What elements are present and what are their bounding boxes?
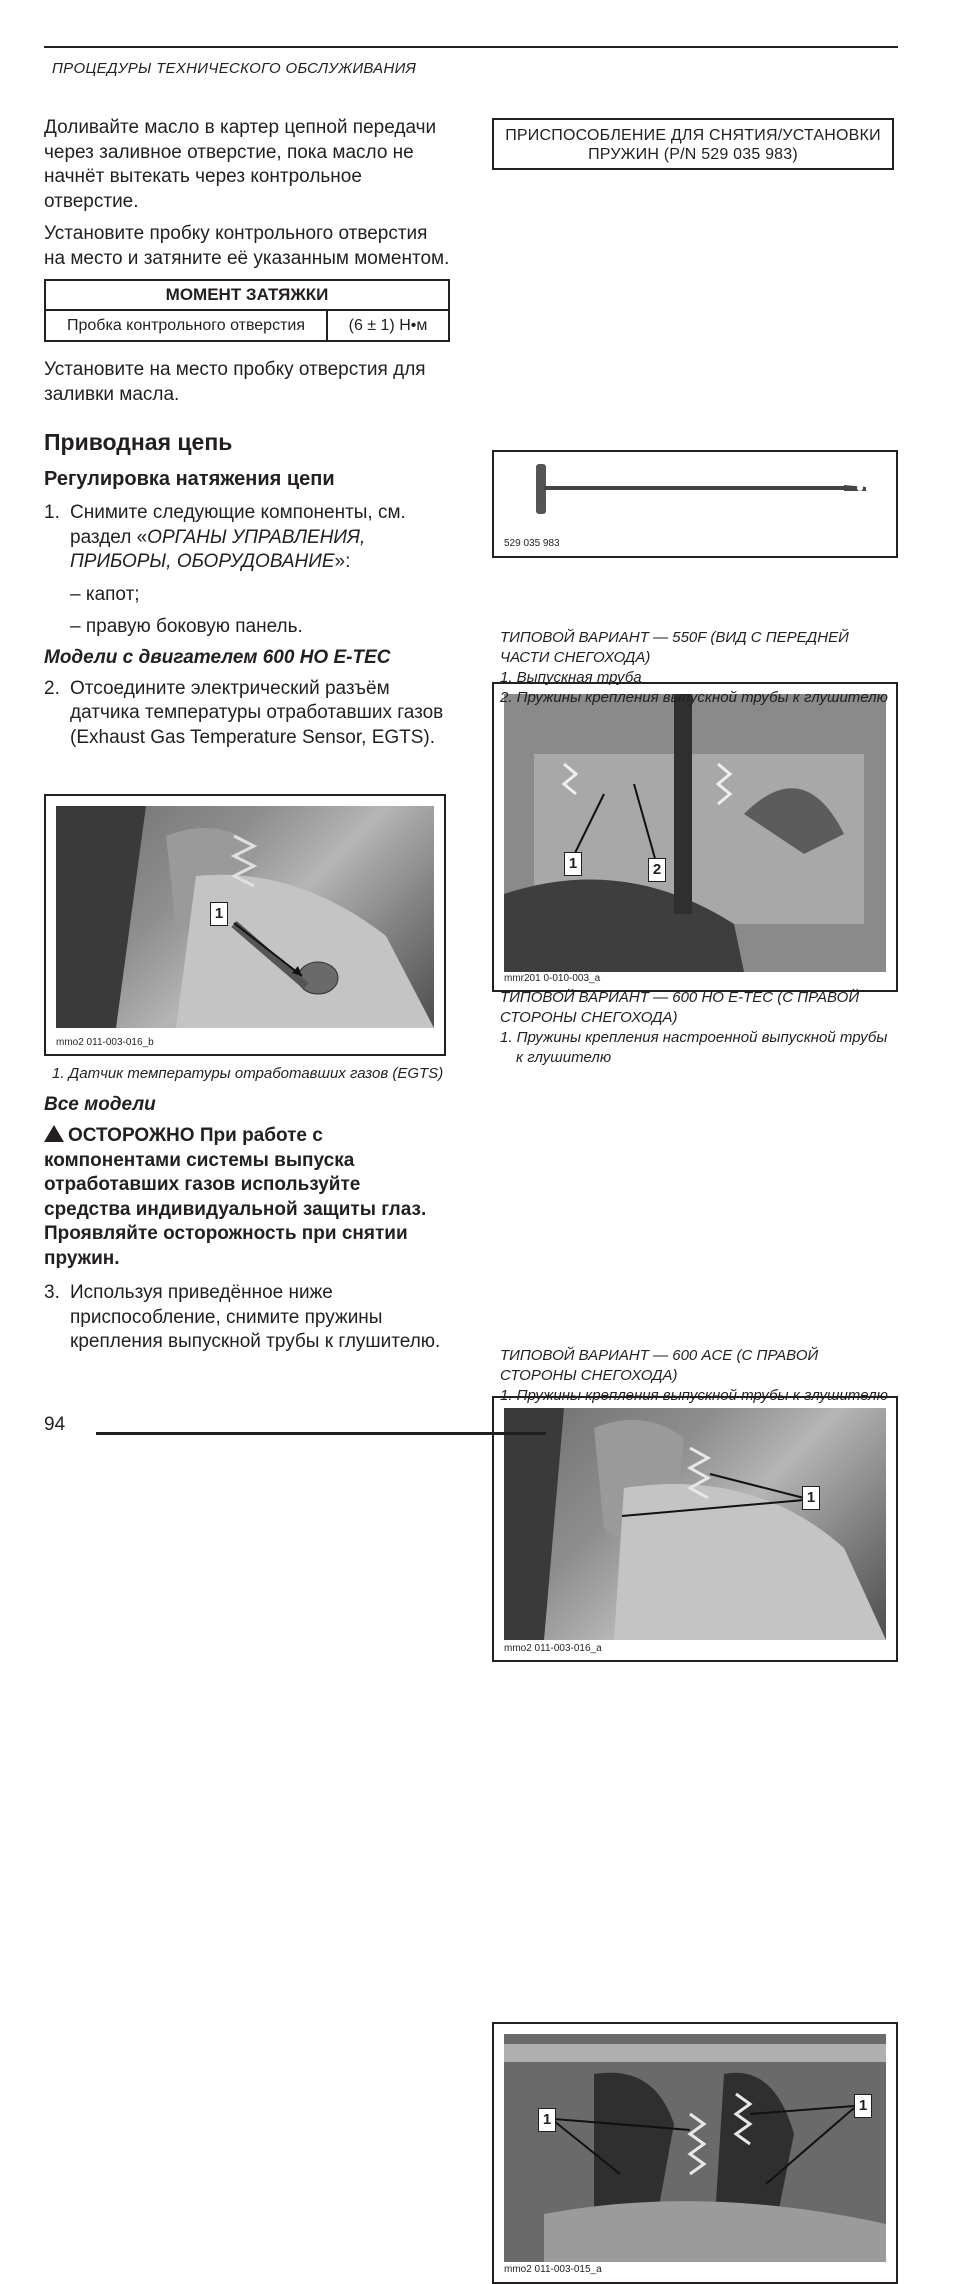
torque-table-header: МОМЕНТ ЗАТЯЖКИ: [45, 280, 449, 310]
caption-title: ТИПОВОЙ ВАРИАНТ — 600 HO E-TEC (С ПРАВОЙ СТОРОНЫ СНЕГОХОДА): [500, 989, 860, 1026]
caption-600ace: [500, 1346, 892, 1406]
figure-code: 529 035 983: [504, 538, 560, 549]
heading-chain-tension: Регулировка натяжения цепи: [44, 468, 335, 490]
paragraph-install-plug: Установите пробку контрольного отверстия на место и затяните её указанным моментом.: [44, 223, 450, 269]
caption-egts: 1. Датчик температуры отработавших газов (EGTS): [52, 1065, 444, 1082]
heading-all-models: Все модели: [44, 1094, 156, 1115]
warning-label: ОСТОРОЖНО: [68, 1125, 195, 1146]
bottom-rule: [96, 1432, 546, 1435]
torque-table-item: Пробка контрольного отверстия: [45, 310, 327, 341]
figure-code: mmr201 0-010-003_a: [504, 973, 601, 984]
figure-600ho: [492, 1396, 898, 1662]
step-2-number: 2.: [44, 677, 60, 699]
step-3: [44, 1281, 452, 1355]
figure-code: mmo2 011-003-015_a: [504, 2264, 602, 2275]
warning-block: [44, 1124, 452, 1271]
paragraph-fill-oil: Доливайте масло в картер цепной передачи через заливное отверстие, пока масло не начнёт вытекать через контрольное отверстие.: [44, 117, 437, 212]
callout-1: 1: [802, 1486, 820, 1510]
figure-code: mmo2 011-003-016_a: [504, 1643, 602, 1654]
torque-table: [44, 279, 450, 342]
photo-egts-drawing: [56, 806, 434, 1028]
photo-600ho-drawing: [504, 1408, 886, 1640]
sub-item-hood: – капот;: [70, 583, 140, 605]
callout-1: 1: [564, 852, 582, 876]
left-column: [44, 116, 452, 758]
figure-tool: [492, 450, 898, 558]
photo-550f-drawing: [504, 694, 886, 972]
photo-600ace-drawing: [504, 2034, 886, 2262]
caption-item-1: 1. Выпускная труба: [500, 669, 642, 686]
caption-title: ТИПОВОЙ ВАРИАНТ — 550F (ВИД С ПЕРЕДНЕЙ ЧАСТИ СНЕГОХОДА): [500, 629, 849, 666]
left-column-lower: [44, 1094, 452, 1363]
photo-egts: [56, 806, 434, 1028]
step-3-number: 3.: [44, 1282, 60, 1303]
step-1-text-b: »:: [334, 551, 351, 572]
callout-1-left: 1: [538, 2108, 556, 2132]
running-head: ПРОЦЕДУРЫ ТЕХНИЧЕСКОГО ОБСЛУЖИВАНИЯ: [52, 60, 417, 77]
spring-tool-drawing: [514, 460, 874, 520]
step-1-section-ref: ОРГАНЫ УПРАВЛЕНИЯ, ПРИБОРЫ, ОБОРУДОВАНИЕ: [70, 526, 366, 572]
step-2: [44, 677, 452, 751]
caption-550f: [500, 628, 892, 708]
step-3-text: Используя приведённое ниже приспособление, снимите пружины крепления выпускной трубы к глушителю.: [70, 1282, 441, 1352]
step-2-text: Отсоедините электрический разъём датчика температуры отработавших газов (Exhaust Gas Temperature Sensor, EGTS).: [70, 677, 444, 748]
photo-550f: [504, 694, 886, 972]
caption-title: ТИПОВОЙ ВАРИАНТ — 600 ACE (С ПРАВОЙ СТОРОНЫ СНЕГОХОДА): [500, 1347, 819, 1384]
sub-item-side-panel: – правую боковую панель.: [70, 615, 303, 637]
callout-2: 2: [648, 858, 666, 882]
figure-550f: [492, 682, 898, 992]
heading-600ho-models: Модели с двигателем 600 HO E-TEC: [44, 646, 391, 668]
callout-1-right: 1: [854, 2094, 872, 2118]
figure-600ace: [492, 2022, 898, 2284]
torque-table-value: (6 ± 1) Н•м: [327, 310, 449, 341]
step-1-text-a: Снимите следующие компоненты, см. раздел «: [70, 502, 406, 548]
callout-1: 1: [210, 902, 228, 926]
top-rule: [44, 46, 898, 48]
figure-egts: [44, 794, 446, 1056]
heading-drive-chain: Приводная цепь: [44, 429, 233, 455]
caption-600ho: [500, 988, 892, 1068]
page-number: 94: [44, 1414, 66, 1435]
step-1: [44, 501, 452, 575]
tool-title: ПРИСПОСОБЛЕНИЕ ДЛЯ СНЯТИЯ/УСТАНОВКИ ПРУЖИН (P/N 529 035 983): [492, 118, 894, 170]
figure-code: mmo2 011-003-016_b: [56, 1037, 154, 1048]
photo-600ho: [504, 1408, 886, 1640]
paragraph-install-fill-plug: Установите на место пробку отверстия для заливки масла.: [44, 359, 426, 405]
photo-600ace: [504, 2034, 886, 2262]
step-1-text: [70, 501, 452, 575]
warning-text: При работе с компонентами системы выпуска отработавших газов используйте средства индивидуальной защиты глаз. Проявляйте осторожность при снятии пружин.: [44, 1125, 427, 1269]
caption-item-1: 1. Пружины крепления настроенной выпускной трубы к глушителю: [500, 1029, 888, 1066]
step-1-number: 1.: [44, 502, 60, 523]
caption-item-1: 1. Пружины крепления выпускной трубы к глушителю: [500, 1387, 888, 1404]
warning-triangle-icon: [44, 1125, 64, 1142]
caption-item-2: 2. Пружины крепления выпускной трубы к глушителю: [500, 689, 888, 706]
